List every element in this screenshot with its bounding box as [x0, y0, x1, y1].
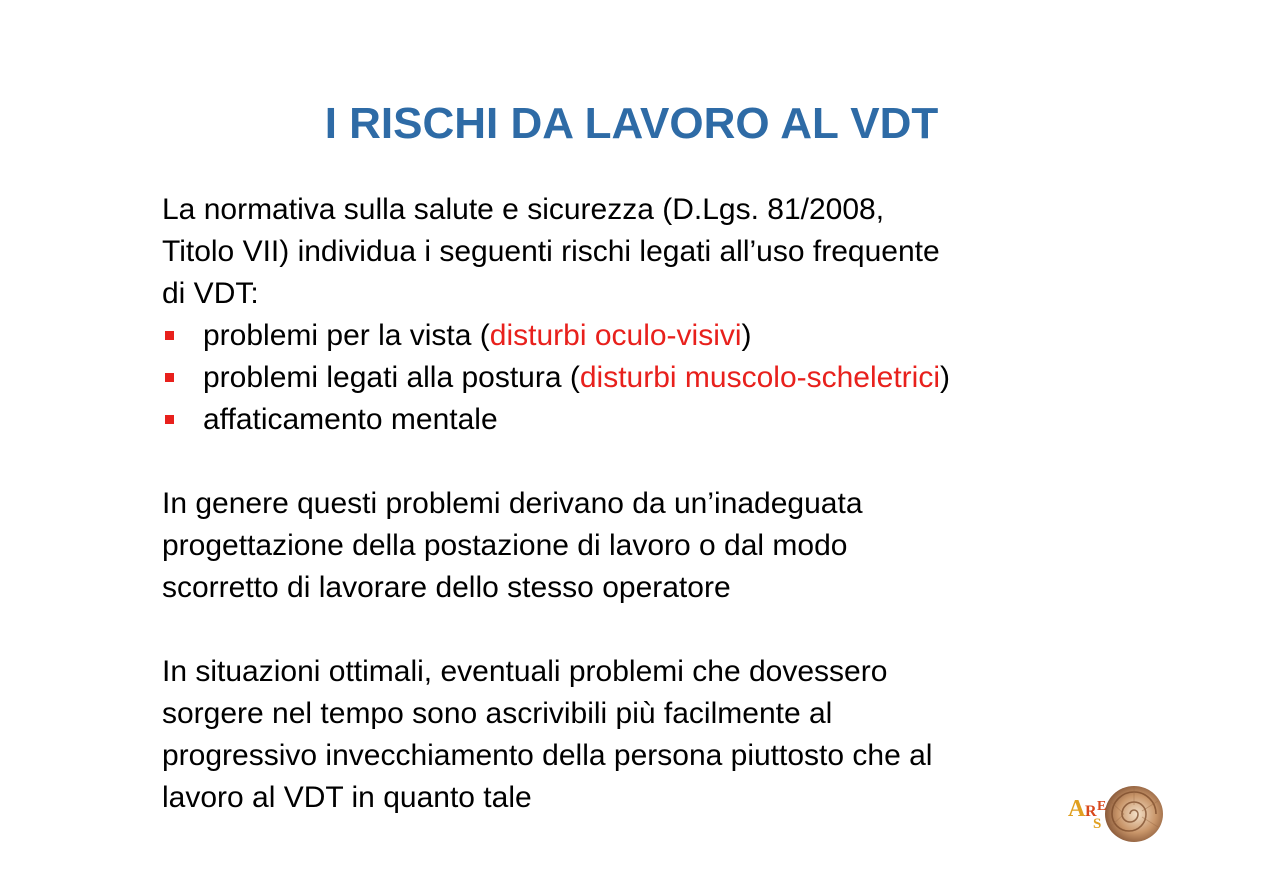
causes-line: In genere questi problemi derivano da un’inadeguata — [162, 487, 863, 520]
risk-item-vision — [162, 315, 1162, 357]
risk-text: affaticamento mentale — [203, 403, 498, 436]
slide-content — [162, 189, 1162, 819]
risk-text: problemi per la vista ( — [203, 319, 490, 352]
nautilus-shell-icon — [1066, 783, 1166, 845]
square-bullet-icon — [165, 373, 174, 382]
intro-line: La normativa sulla salute e sicurezza (D.Lgs. 81/2008, — [162, 193, 885, 226]
svg-text:A: A — [1068, 796, 1086, 822]
risk-item-posture — [162, 357, 1162, 399]
spacer — [162, 609, 1162, 651]
slide-title: I RISCHI DA LAVORO AL VDT — [324, 99, 939, 148]
conclusion-line: In situazioni ottimali, eventuali problemi che dovessero — [162, 655, 888, 688]
conclusion-paragraph — [162, 651, 1162, 819]
causes-line: progettazione della postazione di lavoro o dal modo — [162, 529, 848, 562]
intro-line: Titolo VII) individua i seguenti rischi legati all’uso frequente — [162, 235, 940, 268]
svg-text:E: E — [1097, 799, 1107, 814]
risk-highlight: disturbi oculo-visivi — [489, 319, 742, 352]
svg-text:S: S — [1093, 816, 1102, 832]
square-bullet-icon — [165, 415, 174, 424]
svg-text:R: R — [1085, 803, 1097, 820]
intro-line: di VDT: — [162, 277, 259, 310]
causes-paragraph — [162, 483, 1162, 609]
risk-item-mental — [162, 399, 1162, 441]
ares-logo — [1066, 783, 1166, 845]
risk-text-end: ) — [940, 361, 950, 394]
risk-text: problemi legati alla postura ( — [203, 361, 580, 394]
risk-list — [162, 315, 1162, 441]
conclusion-line: lavoro al VDT in quanto tale — [162, 781, 532, 814]
intro-paragraph — [162, 189, 1162, 315]
conclusion-line: progressivo invecchiamento della persona piuttosto che al — [162, 739, 933, 772]
spacer — [162, 441, 1162, 483]
risk-highlight: disturbi muscolo-scheletrici — [579, 361, 940, 394]
causes-line: scorretto di lavorare dello stesso operatore — [162, 571, 731, 604]
square-bullet-icon — [165, 331, 174, 340]
conclusion-line: sorgere nel tempo sono ascrivibili più facilmente al — [162, 697, 833, 730]
risk-text-end: ) — [741, 319, 752, 352]
